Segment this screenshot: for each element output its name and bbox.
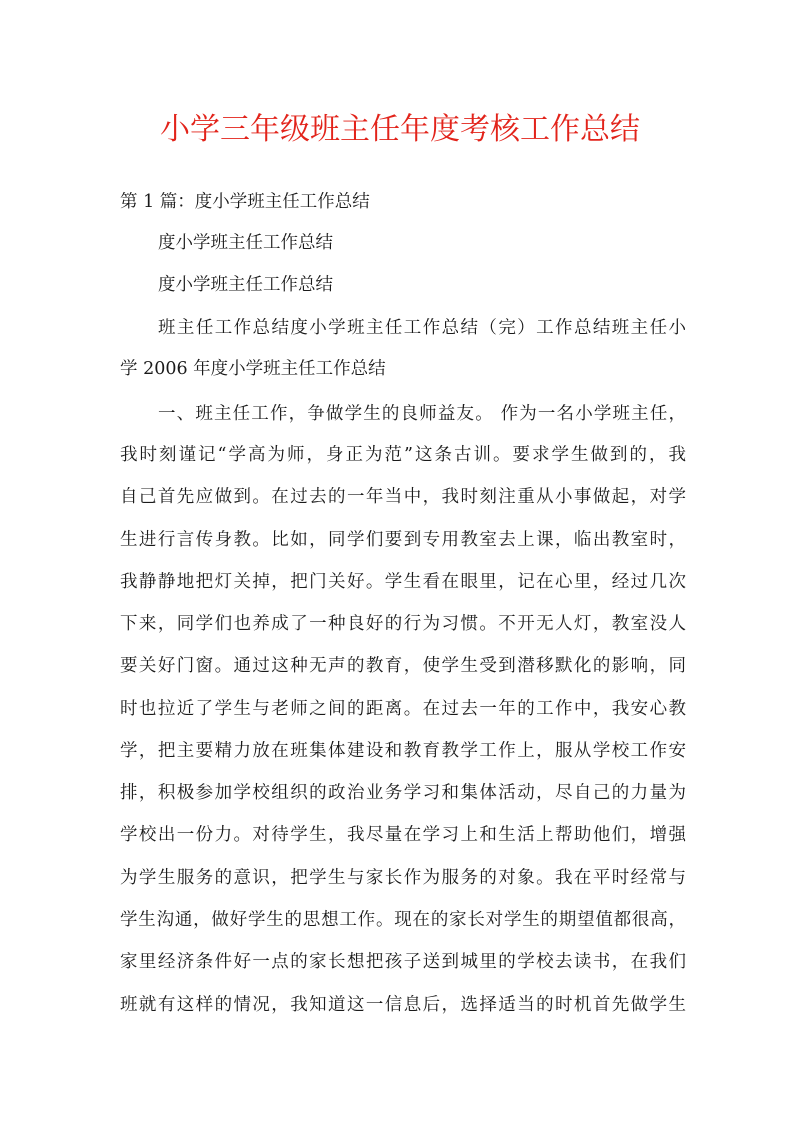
paragraph-line: 时也拉近了学生与老师之间的距离。在过去一年的工作中，我安心教	[120, 699, 686, 719]
paragraph-line: 要关好门窗。通过这种无声的教育，使学生受到潜移默化的影响，同	[120, 656, 686, 676]
section-heading: 第 1 篇：度小学班主任工作总结	[120, 192, 370, 212]
paragraph-line: 班就有这样的情况，我知道这一信息后，选择适当的时机首先做学生	[120, 995, 686, 1015]
paragraph-line: 下来，同学们也养成了一种良好的行为习惯。不开无人灯，教室没人	[120, 614, 686, 634]
paragraph-line: 学，把主要精力放在班集体建设和教育教学工作上，服从学校工作安	[120, 741, 686, 761]
paragraph-line: 自己首先应做到。在过去的一年当中，我时刻注重从小事做起，对学	[120, 487, 686, 507]
intro-line: 学 2006 年度小学班主任工作总结	[120, 359, 386, 379]
paragraph-line: 为学生服务的意识，把学生与家长作为服务的对象。我在平时经常与	[120, 868, 686, 888]
paragraph-line: 排，积极参加学校组织的政治业务学习和集体活动，尽自己的力量为	[120, 783, 686, 803]
paragraph-line: 我时刻谨记“学高为师，身正为范”这条古训。要求学生做到的，我	[120, 445, 686, 465]
paragraph-line: 学校出一份力。对待学生，我尽量在学习上和生活上帮助他们，增强	[120, 825, 686, 845]
paragraph-line: 学生沟通，做好学生的思想工作。现在的家长对学生的期望值都很高，	[120, 910, 686, 930]
paragraph-line: 家里经济条件好一点的家长想把孩子送到城里的学校去读书，在我们	[120, 952, 686, 972]
paragraph-line: 我静静地把灯关掉，把门关好。学生看在眼里，记在心里，经过几次	[120, 572, 686, 592]
paragraph-line: 一、班主任工作，争做学生的良师益友。 作为一名小学班主任，	[158, 404, 686, 424]
intro-line: 班主任工作总结度小学班主任工作总结（完）工作总结班主任小	[158, 318, 686, 338]
subtitle-line: 度小学班主任工作总结	[158, 233, 333, 253]
subtitle-line: 度小学班主任工作总结	[158, 275, 333, 295]
paragraph-line: 生进行言传身教。比如，同学们要到专用教室去上课，临出教室时，	[120, 530, 686, 550]
document-title: 小学三年级班主任年度考核工作总结	[160, 112, 640, 147]
